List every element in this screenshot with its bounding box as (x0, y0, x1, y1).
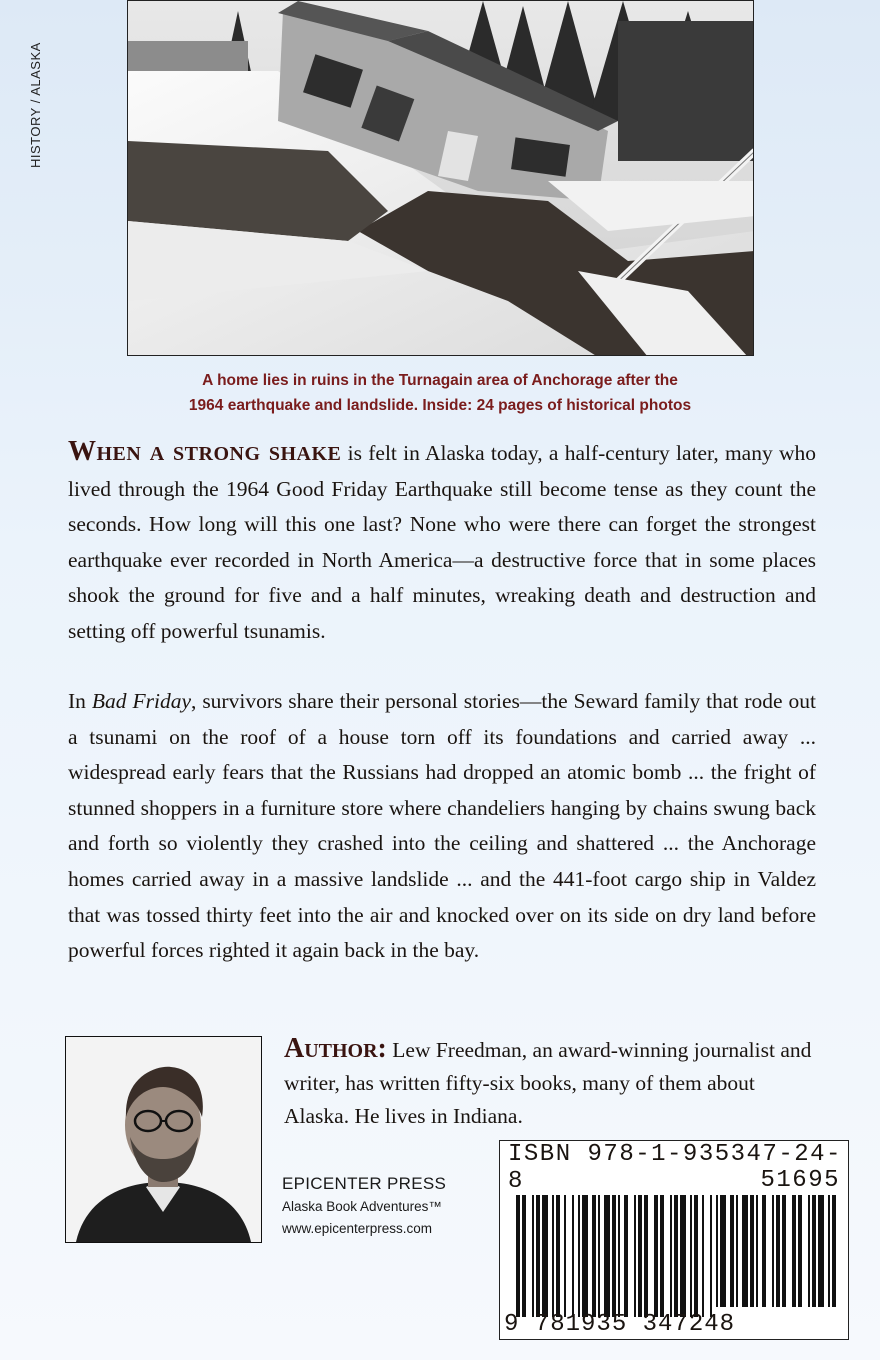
description-paragraph-1 (68, 434, 816, 650)
price-code: 51695 (760, 1167, 840, 1194)
lead-in-text: When a strong shake (68, 436, 342, 467)
author-bio (284, 1032, 819, 1133)
isbn-barcode (499, 1140, 849, 1340)
paragraph-2-in: In (68, 689, 92, 713)
author-portrait-icon (66, 1037, 261, 1242)
book-title: Bad Friday (91, 689, 191, 713)
barcode-bars-icon (516, 1195, 836, 1317)
author-label: Author: (284, 1033, 387, 1064)
description-paragraph-2 (68, 684, 816, 969)
isbn-label: ISBN 978-1-935347-24-8 (508, 1141, 842, 1195)
ean-digits: 9 781935 347248 (504, 1311, 736, 1338)
author-bio-text: Lew Freedman, an award-winning journalist and writer, has written fifty-six books, many of them about Alaska. He lives in Indiana. (284, 1038, 812, 1128)
caption-line-2: 1964 earthquake and landslide. Inside: 24 pages of historical photos (188, 397, 692, 414)
publisher-name: EPICENTER PRESS (282, 1174, 447, 1193)
paragraph-2-body: , survivors share their personal stories—the Seward family that rode out a tsunami on the roof of a house torn off its foundations and carried away ... widespread early fears that the Russians had dropped an atomic bomb ... the fright of stunned shoppers in a furniture store where chandeliers hanging by chains swung back and forth so violently they crashed into the ceiling and shattered ... the Anchorage homes carried away in a massive landslide ... and the 441-foot cargo ship in Valdez that was tossed thirty feet into the air and knocked over on its side on dry land before powerful forces righted it again back in the bay. (68, 689, 816, 963)
cover-photo (127, 0, 754, 356)
publisher-block (282, 1172, 446, 1240)
spine-category-label: HISTORY / ALASKA (28, 42, 43, 168)
caption-line-1: A home lies in ruins in the Turnagain area of Anchorage after the (202, 372, 678, 389)
publisher-website[interactable]: www.epicenterpress.com (282, 1221, 433, 1236)
author-photo (65, 1036, 262, 1243)
collapsed-house-photo-icon (128, 1, 754, 356)
photo-caption (100, 368, 780, 418)
publisher-tagline: Alaska Book Adventures™ (282, 1199, 442, 1214)
paragraph-1-body: is felt in Alaska today, a half-century later, many who lived through the 1964 Good Friday Earthquake still become tense as they count the seconds. How long will this one last? None who were there can forget the strongest earthquake ever recorded in North America—a destructive force that in some places shook the ground for five and a half minutes, wreaking death and destruction and setting off powerful tsunamis. (68, 441, 816, 643)
